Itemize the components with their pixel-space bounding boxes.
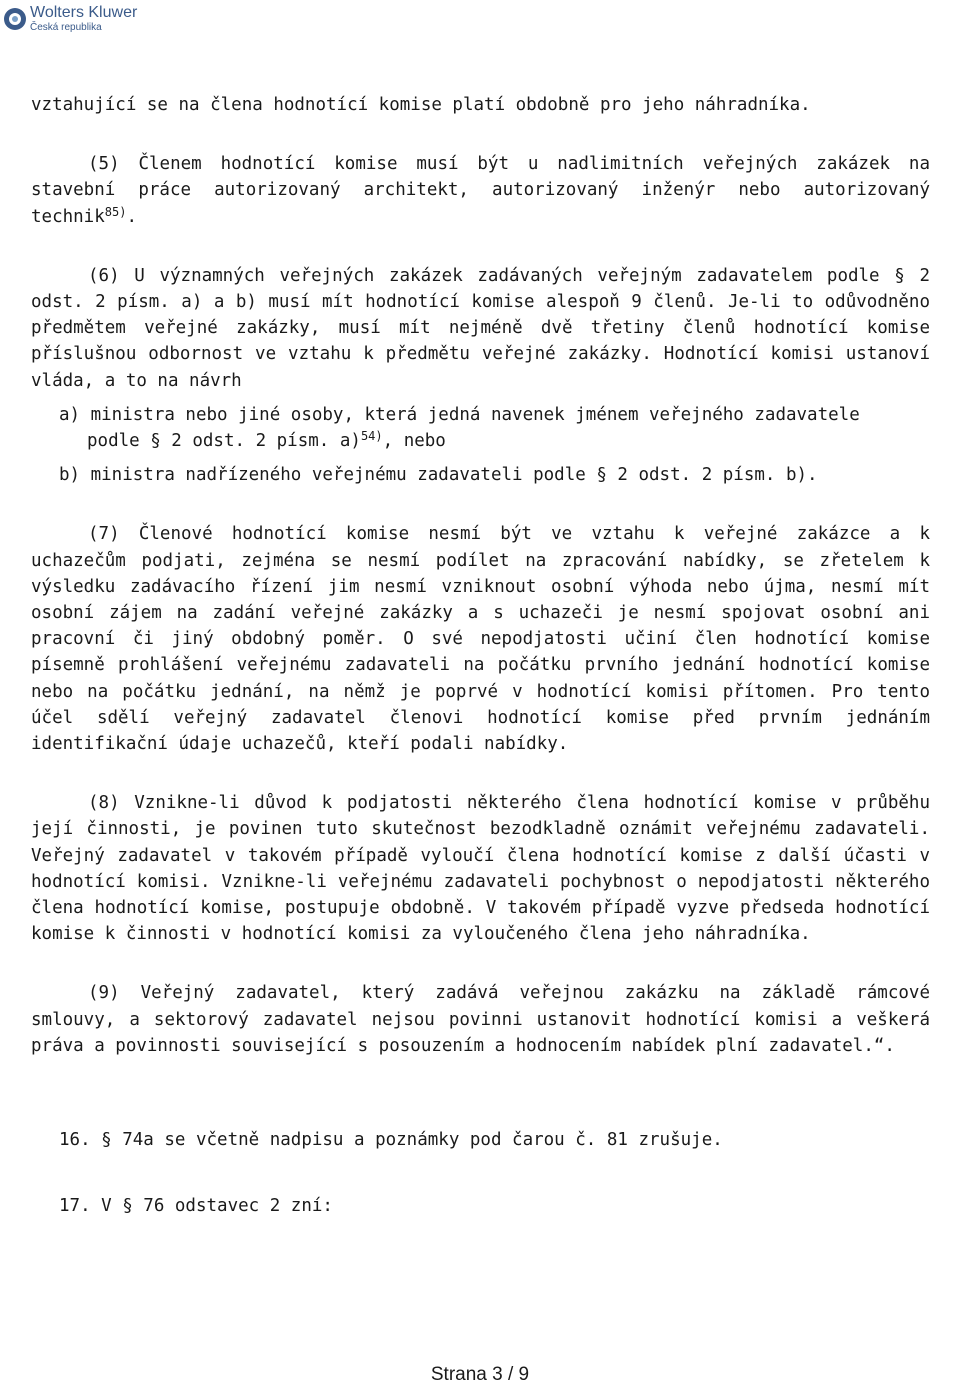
footnote-ref-85: 85) (104, 204, 127, 219)
wolters-kluwer-logo (4, 4, 137, 34)
document-body (31, 92, 930, 1220)
paragraph-5: (5) Členem hodnotící komise musí být u nadlimitních veřejných zakázek na stavební práce autorizovaný architekt, autorizovaný inženýr nebo autorizovaný technik$^{85)}$. (31, 154, 930, 227)
list-item-a: a) ministra nebo jiné osoby, která jedná navenek jménem veřejného zadavatele podle § 2 odst. 2 písm. a)$^{54)}$, nebo (59, 404, 860, 452)
amendment-item-16: 16. § 74a se včetně nadpisu a poznámky pod čarou č. 81 zrušuje. (59, 1130, 723, 1151)
footnote-ref-54: 54) (360, 429, 383, 444)
amendment-item-17: 17. V § 76 odstavec 2 zní: (59, 1196, 333, 1217)
paragraph-intro: vztahující se na člena hodnotící komise platí obdobně pro jeho náhradníka. (31, 95, 811, 115)
list-item-b: b) ministra nadřízeného veřejnému zadavateli podle § 2 odst. 2 písm. b). (59, 465, 818, 486)
logo-icon (4, 8, 26, 30)
logo-name: Wolters Kluwer (30, 4, 138, 21)
page-number: Strana 3 / 9 (430, 1364, 530, 1385)
paragraph-8: (8) Vznikne-li důvod k podjatosti některého člena hodnotící komise v průběhu její činnosti, je povinen tuto skutečnost bezodkladně oznámit veřejnému zadavateli. Veřejný zadavatel v takovém případě vyloučí člena hodnotící komise z další účasti v hodnotící komisi. Vznikne-li veřejnému zadavateli pochybnost o nepodjatosti některého člena hodnotící komise, postupuje obdobně. V takovém případě vyzve předseda hodnotící komise k činnosti v hodnotící komisi za vyloučeného člena jeho náhradníka. (31, 793, 930, 945)
paragraph-6: (6) U významných veřejných zakázek zadávaných veřejným zadavatelem podle § 2 odst. 2 písm. a) a b) musí mít hodnotící komise alespoň 9 členů. Je-li to odůvodněno předmětem veřejné zakázky, musí mít nejméně dvě třetiny členů hodnotící komise příslušnou odbornost ve vztahu k předmětu veřejné zakázky. Hodnotící komisi ustanoví vláda, a to na návrh (31, 265, 930, 391)
logo-subtitle: Česká republika (30, 22, 102, 33)
paragraph-7: (7) Členové hodnotící komise nesmí být ve vztahu k veřejné zakázce a k uchazečům podjati, zejména se nesmí podílet na zpracování nabídky, se zřetelem k výsledku zadávacího řízení jim nesmí vzniknout osobní výhoda nebo újma, nesmí mít osobní zájem na zadání veřejné zakázky a s uchazeči je nesmí spojovat osobní ani pracovní či jiný obdobný poměr. O své nepodjatosti učiní člen hodnotící komise písemně prohlášení veřejnému zadavateli na počátku prvního jednání hodnotící komise nebo na počátku jednání, na němž je poprvé v hodnotící komisi přítomen. Pro tento účel sdělí veřejný zadavatel členovi hodnotící komise před prvním jednáním identifikační údaje uchazečů, kteří podali nabídky. (31, 524, 930, 755)
paragraph-9: (9) Veřejný zadavatel, který zadává veřejnou zakázku na základě rámcové smlouvy, a sektorový zadavatel nejsou povinni ustanovit hodnotící komisi a veškerá práva a povinnosti související s posouzením a hodnocením nabídek plní zadavatel.“. (31, 983, 930, 1056)
